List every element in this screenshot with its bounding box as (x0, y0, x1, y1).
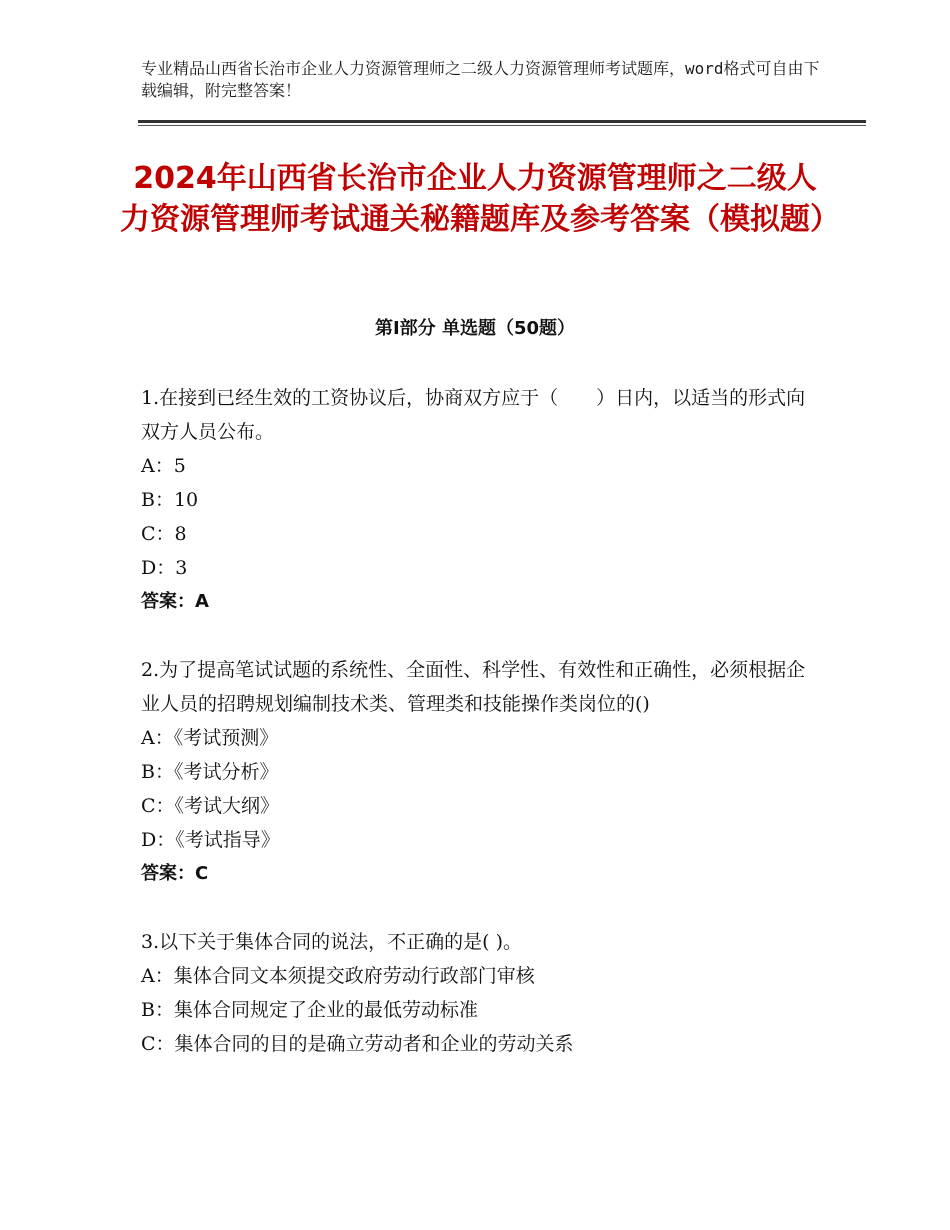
question-option: D：《考试指导》 (141, 829, 280, 851)
header-divider-thick (138, 120, 866, 123)
question-stem: 1.在接到已经生效的工资协议后，协商双方应于（ ）日内，以适当的形式向双方人员公布。 (141, 387, 806, 443)
section-title: 第Ⅰ部分 单选题（50题） (374, 318, 575, 339)
question-item (141, 653, 811, 891)
question-list (141, 381, 811, 1061)
document-title: 2024年山西省长治市企业人力资源管理师之二级人力资源管理师考试通关秘籍题库及参考答案（模拟题） (120, 161, 840, 237)
question-spacer (141, 619, 811, 653)
question-option: B：《考试分析》 (141, 761, 279, 783)
question-stem: 2.为了提高笔试试题的系统性、全面性、科学性、有效性和正确性，必须根据企业人员的招聘规划编制技术类、管理类和技能操作类岗位的() (141, 659, 806, 715)
question-item (141, 925, 811, 1061)
question-option: A：5 (141, 455, 186, 477)
question-spacer (141, 891, 811, 925)
question-option: A：《考试预测》 (141, 727, 279, 749)
header-divider-thin (138, 125, 866, 126)
header-note: 专业精品山西省长治市企业人力资源管理师之二级人力资源管理师考试题库，word格式可自由下载编辑，附完整答案！ (141, 59, 820, 100)
question-option: C：集体合同的目的是确立劳动者和企业的劳动关系 (141, 1033, 574, 1055)
question-option: B：10 (141, 489, 199, 511)
question-item (141, 381, 811, 619)
question-option: C：8 (141, 523, 187, 545)
question-stem: 3.以下关于集体合同的说法，不正确的是( )。 (141, 931, 522, 953)
question-answer: 答案：A (141, 591, 209, 612)
question-option: B：集体合同规定了企业的最低劳动标准 (141, 999, 478, 1021)
question-option: D：3 (141, 557, 188, 579)
question-option: A：集体合同文本须提交政府劳动行政部门审核 (141, 965, 535, 987)
question-option: C：《考试大纲》 (141, 795, 280, 817)
question-answer: 答案：C (141, 863, 209, 884)
